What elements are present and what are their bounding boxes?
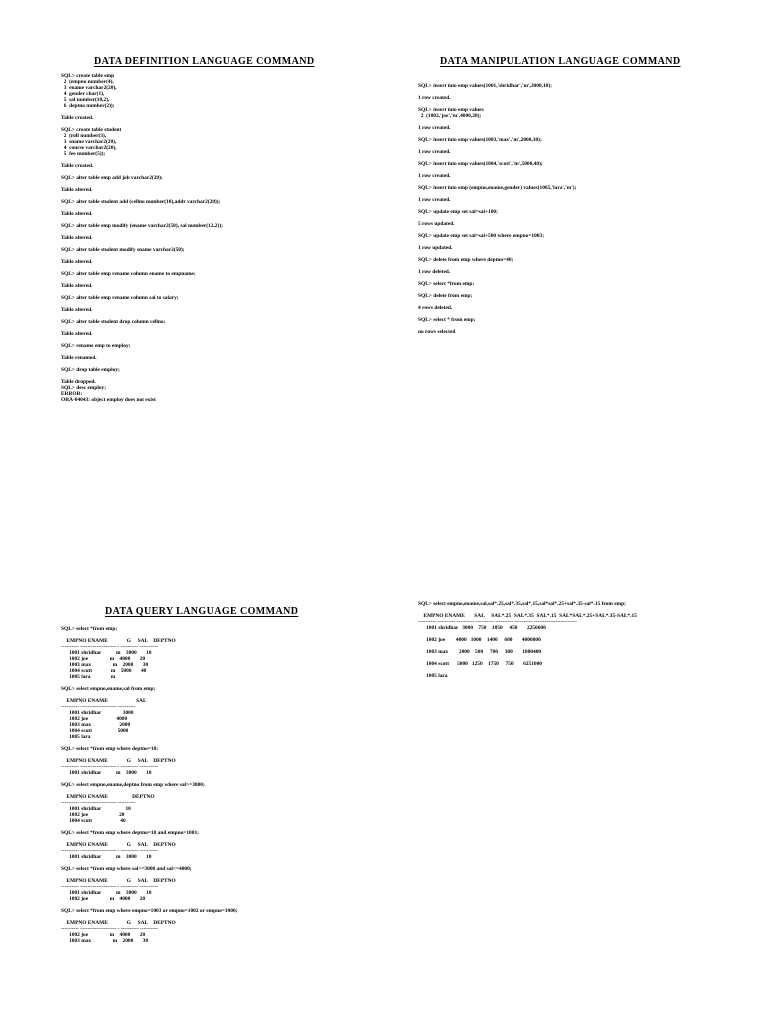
dml-title: DATA MANIPULATION LANGUAGE COMMAND [440,56,681,67]
text-line: 1001 shridhar 10 [61,806,131,812]
text-line: SQL> select *from emp; [61,626,118,632]
text-line: 1004 scott 5000 [61,728,129,734]
text-line: SQL> alter table student add (cellno number(10),addr varchar2(20)); [61,199,221,205]
text-line: SQL> insert into emp (empno,ename,gender) values(1005,'lara','m'); [418,185,577,191]
text-line: 1 row created. [418,95,451,101]
text-line: 2 (roll number(3), [61,133,107,139]
text-line: 1002 joe 4000 [61,716,128,722]
text-line: 6 deptno number(2)); [61,103,115,109]
text-line: 5 fee number(5)); [61,151,106,157]
text-line: SQL> alter table student modify sname varchar2(50); [61,247,185,253]
text-line: Table altered. [61,187,93,193]
text-line: ---------- ---------- ---------- ---------- ---------- ---------- ------------------------ [418,619,577,625]
text-line: ---------- -------------------- - ---------- ---------- [61,644,158,650]
text-line: 1 row created. [418,149,451,155]
text-line: SQL> rename emp to employ; [61,343,131,349]
text-line: SQL> create table student [61,127,122,133]
text-line: 1002 joe m 4000 20 [61,932,146,938]
text-line: SQL> create table emp [61,73,115,79]
text-line: 4 rows deleted. [418,305,453,311]
text-line: 1003 max m 2000 30 [61,662,149,668]
text-line: Table altered. [61,259,93,265]
text-line: SQL> insert into emp values [418,107,484,113]
text-line: 4 course varchar2(20), [61,145,117,151]
text-line: SQL> alter table student drop column cellno; [61,319,166,325]
text-line: 3 sname varchar2(20), [61,139,117,145]
text-line: SQL> alter table emp modify (ename varchar2(50), sal number(12,2)); [61,223,223,229]
dml-block [418,83,576,335]
text-line: SQL> update emp set sal=sal+100; [418,209,498,215]
text-line: 1 row created. [418,197,451,203]
text-line: 1003 max 2000 500 700 300 1000400 [418,649,542,655]
text-line: 1003 max 2000 [61,722,131,728]
text-line: 1005 lara m [61,674,116,680]
text-line: 2 (1002,'joe','m',4000,20); [418,113,482,119]
ddl-block [61,73,223,403]
text-line: SQL> select *from emp; [418,281,475,287]
text-line: 1 row updated. [418,245,453,251]
text-line: 1002 joe 20 [61,812,125,818]
text-line: SQL> select *from emp where deptno=10; [61,746,159,752]
text-line: Table created. [61,115,94,121]
text-line: 5 sal number(10,2), [61,97,110,103]
text-line: ERROR: [61,391,83,397]
text-line: SQL> delete from emp where deptno=40; [418,257,514,263]
dql-title: DATA QUERY LANGUAGE COMMAND [105,606,299,617]
text-line: SQL> desc employ; [61,385,106,391]
text-line: 1001 shridhar 3000 750 1050 450 2250600 [418,625,546,631]
text-line: EMPNO ENAME G SAL DEPTNO [61,878,176,884]
text-line: SQL> update emp set sal=sal+500 where empno=1003; [418,233,544,239]
text-line: SQL> alter table emp rename column sal to salary; [61,295,179,301]
text-line: EMPNO ENAME SAL [61,698,147,704]
text-line: 1001 shridhar m 3000 10 [61,854,152,860]
text-line: 1002 joe m 4000 20 [61,896,146,902]
text-line: Table altered. [61,307,93,313]
text-line: 1001 shridhar m 3000 10 [61,650,152,656]
text-line: SQL> alter table emp rename column ename to empname; [61,271,196,277]
text-line: 1002 joe m 4000 20 [61,656,146,662]
text-line: 1 row created. [418,125,451,131]
text-line: 4 gender char(1), [61,91,105,97]
text-line: ---------- -------------------- - ---------- ---------- [61,848,158,854]
text-line: SQL> select empno,ename,deptno from emp where sal>=3000; [61,782,205,788]
text-line: SQL> delete from emp; [418,293,473,299]
text-line: 1003 max m 2000 30 [61,938,149,944]
text-line: 3 ename varchar2(20), [61,85,117,91]
text-line: 1002 joe 4000 1000 1400 600 4000800 [418,637,541,643]
text-line: Table renamed. [61,355,97,361]
text-line: EMPNO ENAME G SAL DEPTNO [61,842,176,848]
text-line: EMPNO ENAME G SAL DEPTNO [61,920,176,926]
text-line: Table altered. [61,211,93,217]
text-line: no rows selected [418,329,456,335]
text-line: SQL> select empno,ename,sal,sal*.25,sal*.35,sal*.15,sal*sal*.25+sal*.35-sal*.15 from emp; [418,601,626,607]
text-line: ---------- -------------------- ---------- [61,704,136,710]
text-line: 1001 shridhar 3000 [61,710,134,716]
text-line: 2 (empno number(4), [61,79,114,85]
text-line: Table altered. [61,331,93,337]
calc-block [418,601,637,679]
text-line: Table altered. [61,235,93,241]
text-line: SQL> select *from emp where deptno=10 and empno=1001; [61,830,199,836]
text-line: SQL> alter table emp add job varchar2(20); [61,175,163,181]
text-line: 1005 lara [418,673,448,679]
text-line: 1001 shridhar m 3000 10 [61,890,152,896]
text-line: SQL> insert into emp values(1004,'scott','m',5000,40); [418,161,543,167]
text-line: Table created. [61,163,94,169]
dql-block [61,626,237,944]
text-line: EMPNO ENAME SAL SAL*.25 SAL*.35 SAL*.15 SAL*SAL*.25+SAL*.35-SAL*.15 [418,613,637,619]
text-line: Table altered. [61,283,93,289]
text-line: 1004 scott 40 [61,818,126,824]
text-line: ---------- -------------------- - ---------- ---------- [61,926,158,932]
text-line: SQL> insert into emp values(1001,'shridhar','m',3000,10); [418,83,552,89]
text-line: EMPNO ENAME G SAL DEPTNO [61,638,176,644]
text-line: ---------- -------------------- - ---------- ---------- [61,764,158,770]
text-line: 5 rows updated. [418,221,455,227]
text-line: SQL> select * from emp; [418,317,476,323]
text-line: 1005 lara [61,734,91,740]
text-line: SQL> select empno,ename,sal from emp; [61,686,156,692]
text-line: ORA-04043: object employ does not exist [61,397,156,403]
text-line: 1004 scott 5000 1250 1750 750 6251000 [418,661,542,667]
text-line: SQL> insert into emp values(1003,'max','m',2000,30); [418,137,542,143]
text-line: 1004 scott m 5000 40 [61,668,147,674]
ddl-title: DATA DEFINITION LANGUAGE COMMAND [94,56,315,67]
text-line: 1 row deleted. [418,269,451,275]
text-line: 1 row created. [418,173,451,179]
text-line: SQL> drop table employ; [61,367,120,373]
text-line: EMPNO ENAME G SAL DEPTNO [61,758,176,764]
text-line: SQL> select *from emp where sal>=3000 and sal<=4000; [61,866,192,872]
text-line: EMPNO ENAME DEPTNO [61,794,155,800]
text-line: ---------- -------------------- ---------- [61,800,136,806]
text-line: Table dropped. [61,379,96,385]
text-line: SQL> select *from emp where empno=1003 or empno=1002 or empno=1000; [61,908,238,914]
text-line: 1001 shridhar m 3000 10 [61,770,152,776]
text-line: ---------- -------------------- - ---------- ---------- [61,884,158,890]
